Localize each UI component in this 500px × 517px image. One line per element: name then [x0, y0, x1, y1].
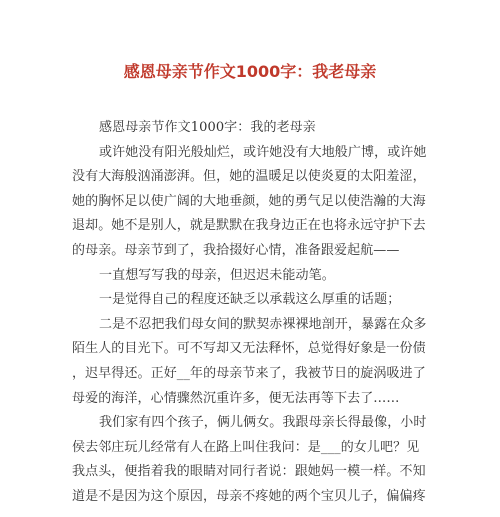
article-title: 感恩母亲节作文1000字：我老母亲: [123, 62, 377, 81]
body-line: 我们家有四个孩子，俩儿俩女。我跟母亲长得最像，小时: [99, 415, 427, 431]
body-line: 一直想写写我的母亲，但迟迟未能动笔。: [99, 267, 335, 283]
body-line: 一是觉得自己的程度还缺乏以承载这么厚重的话题；: [99, 292, 401, 308]
body-line: 侯去邻庄玩儿经常有人在路上叫住我问：是___的女儿吧？见: [72, 439, 420, 455]
body-line: 没有大海般汹涌澎湃。但，她的温暖足以使炎夏的太阳羞涩，: [72, 169, 426, 185]
body-line: 退却。她不是别人，就是默默在我身边正在也将永远守护下去: [72, 218, 426, 234]
body-line: 她的胸怀足以使广阔的大地垂颜，她的勇气足以使浩瀚的大海: [72, 193, 426, 209]
article-body: [72, 116, 438, 510]
body-line: 二是不忍把我们母女间的默契赤裸裸地剖开，暴露在众多: [99, 316, 427, 332]
body-line: 或许她没有阳光般灿烂，或许她没有大地般广博，或许她: [99, 144, 427, 160]
body-line: 母爱的海洋，心情骤然沉重许多，便无法再等下去了……: [72, 390, 400, 406]
body-line: 我点头，便指着我的眼睛对同行者说：跟她妈一模一样。不知: [72, 464, 426, 480]
body-line: 陌生人的目光下。可不写却又无法释怀，总觉得好象是一份债: [72, 341, 426, 357]
body-line: ，迟早得还。正好__年的母亲节来了，我被节日的旋涡吸进了: [72, 365, 426, 381]
body-line: 感恩母亲节作文1000字：我的老母亲: [99, 120, 316, 135]
body-line: 道是不是因为这个原因，母亲不疼她的两个宝贝儿子，偏偏疼: [72, 488, 426, 504]
body-line: 的母亲。母亲节到了，我拾掇好心情，准备跟爱起航——: [72, 242, 400, 258]
